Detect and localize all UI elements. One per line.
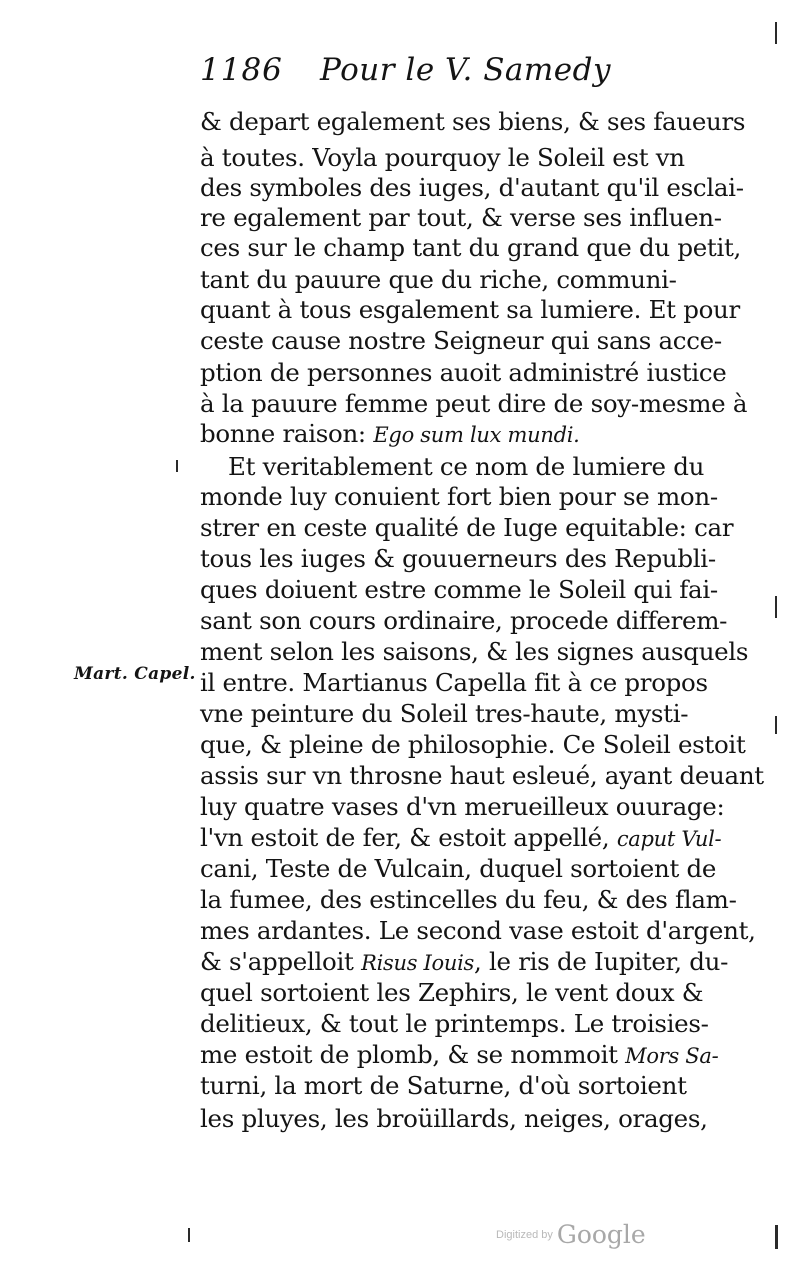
text-line: il entre. Martianus Capella fit à ce propos <box>200 668 708 697</box>
text-line: tant du pauure que du riche, communi- <box>200 265 677 294</box>
text-segment: l'vn estoit de fer, & estoit appellé, <box>200 823 617 852</box>
text-line: ces sur le champ tant du grand que du petit, <box>200 233 742 262</box>
text-line: vne peinture du Soleil tres-haute, mysti- <box>200 699 689 728</box>
text-line: cani, Teste de Vulcain, duquel sortoient de <box>200 854 717 883</box>
latin-quote: Risus Iouis <box>361 951 475 975</box>
text-segment: & s'appelloit <box>200 947 362 976</box>
text-line: des symboles des iuges, d'autant qu'il esclai- <box>200 173 744 202</box>
text-line: tous les iuges & gouuerneurs des Republi- <box>200 544 716 573</box>
page-number: 1186 <box>200 52 283 88</box>
scan-mark <box>775 1225 778 1249</box>
text-line: la fumee, des estincelles du feu, & des flam- <box>200 885 737 914</box>
text-line: que, & pleine de philosophie. Ce Soleil estoit <box>200 730 746 759</box>
text-line: luy quatre vases d'vn merueilleux ouurage: <box>200 792 725 821</box>
text-line: & depart egalement ses biens, & ses faueurs <box>200 107 746 136</box>
latin-quote: Ego sum lux mundi. <box>373 423 580 447</box>
text-line: assis sur vn throsne haut esleué, ayant deuant <box>200 761 764 790</box>
latin-quote: Mors Sa- <box>625 1044 719 1068</box>
page-header <box>200 52 720 98</box>
text-line: strer en ceste qualité de Iuge equitable: car <box>200 513 734 542</box>
scan-mark <box>775 596 777 618</box>
scan-mark <box>775 22 777 44</box>
digitized-watermark <box>496 1220 646 1249</box>
text-line: re egalement par tout, & verse ses influen- <box>200 203 722 232</box>
text-line: quel sortoient les Zephirs, le vent doux & <box>200 978 704 1007</box>
text-segment: me estoit de plomb, & se nommoit <box>200 1040 626 1069</box>
text-line: ques doiuent estre comme le Soleil qui fai- <box>200 575 718 604</box>
text-line: delitieux, & tout le printemps. Le troisies- <box>200 1009 709 1038</box>
text-segment: bonne raison: <box>200 419 374 448</box>
google-logo: Google <box>556 1220 646 1249</box>
text-line: ceste cause nostre Seigneur qui sans acce- <box>200 326 722 355</box>
text-line <box>200 416 580 452</box>
text-line: turni, la mort de Saturne, d'où sortoient <box>200 1071 687 1100</box>
text-segment: , le ris de Iupiter, du- <box>474 947 729 976</box>
margin-note: Mart. Capel. <box>74 664 196 684</box>
text-line: Et veritablement ce nom de lumiere du <box>228 452 705 481</box>
text-line: à la pauure femme peut dire de soy-mesme à <box>200 389 748 418</box>
text-line: quant à tous esgalement sa lumiere. Et pour <box>200 295 740 324</box>
text-line: mes ardantes. Le second vase estoit d'argent, <box>200 916 756 945</box>
scan-mark <box>188 1228 190 1242</box>
watermark-prefix: Digitized by <box>496 1228 553 1241</box>
latin-quote: caput Vul- <box>616 827 722 851</box>
running-title: Pour le V. Samedy <box>320 52 612 88</box>
text-line: monde luy conuient fort bien pour se mon- <box>200 482 718 511</box>
text-line: sant son cours ordinaire, procede differem- <box>200 606 728 635</box>
text-line: les pluyes, les broüillards, neiges, orages, <box>200 1104 708 1133</box>
scan-mark <box>775 716 777 734</box>
text-line: ption de personnes auoit administré iustice <box>200 358 727 387</box>
scan-mark <box>176 460 178 472</box>
text-line: ment selon les saisons, & les signes ausquels <box>200 637 749 666</box>
text-line: à toutes. Voyla pourquoy le Soleil est vn <box>200 143 685 172</box>
